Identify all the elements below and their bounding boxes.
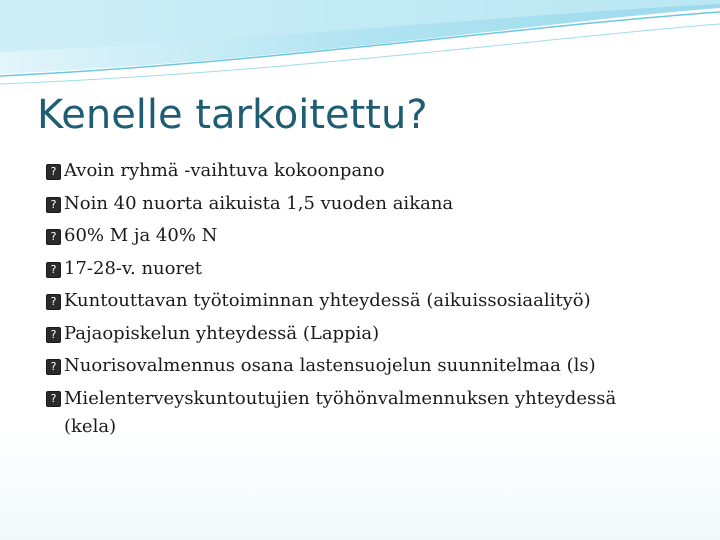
- bullet-text: Avoin ryhmä -vaihtuva kokoonpano: [64, 160, 385, 181]
- bullet-marker-icon: ?: [46, 391, 61, 407]
- bullet-item: [46, 188, 706, 221]
- bullet-item: [46, 383, 624, 441]
- bullet-text: Kuntouttavan työtoiminnan yhteydessä (aikuissosiaalityö): [64, 290, 591, 311]
- bullet-marker-icon: ?: [46, 294, 61, 310]
- bullet-text: Mielenterveyskuntoutujien työhönvalmennuksen yhteydessä (kela): [64, 387, 617, 437]
- bullet-text: 17-28-v. nuoret: [64, 257, 202, 279]
- bullet-marker-icon: ?: [46, 164, 61, 180]
- bullet-marker-icon: ?: [46, 262, 61, 278]
- bullet-marker-icon: ?: [46, 327, 61, 343]
- bullet-text: 60% M ja 40% N: [64, 225, 218, 246]
- bullet-item: [46, 253, 706, 286]
- bullet-text: Pajaopiskelun yhteydessä (Lappia): [64, 322, 380, 344]
- bullet-marker-icon: ?: [46, 359, 61, 375]
- bullet-text: Nuorisovalmennus osana lastensuojelun suunnitelmaa (ls): [64, 355, 596, 376]
- bullet-list: [46, 155, 706, 441]
- slide-title: Kenelle tarkoitettu?: [37, 92, 428, 138]
- bullet-item: [46, 285, 706, 318]
- bullet-item: [46, 220, 706, 253]
- header-wave-decoration: [0, 0, 720, 90]
- bullet-marker-icon: ?: [46, 197, 61, 213]
- bullet-item: [46, 350, 706, 383]
- bullet-item: [46, 155, 706, 188]
- bullet-marker-icon: ?: [46, 229, 61, 245]
- bullet-text: Noin 40 nuorta aikuista 1,5 vuoden aikana: [64, 192, 454, 214]
- bullet-item: [46, 318, 706, 351]
